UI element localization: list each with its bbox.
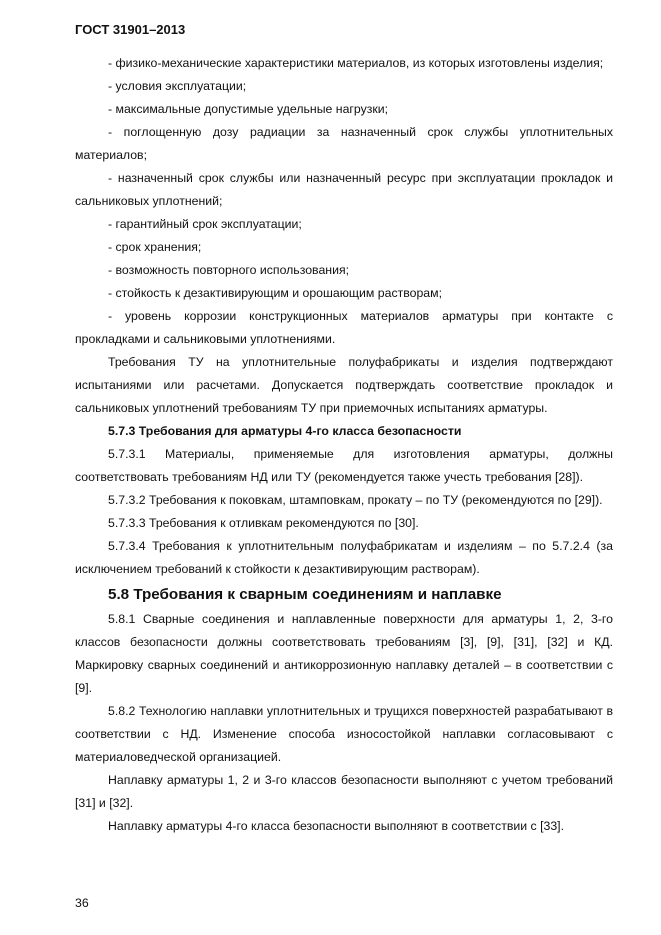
paragraph: 5.8.1 Сварные соединения и наплавленные поверхности для арматуры 1, 2, 3-го классов безопасности должны соответствовать требованиям [3], [9], [31], [32] и КД. Маркировку сварных соединений и антикоррозионную наплавку деталей – в соответствии с [9]. xyxy=(75,612,613,695)
list-item: - физико-механические характеристики материалов, из которых изготовлены изделия; xyxy=(108,56,604,70)
list-item: - гарантийный срок эксплуатации; xyxy=(108,217,302,231)
list-item: - максимальные допустимые удельные нагрузки; xyxy=(108,102,389,116)
paragraph: 5.7.3.2 Требования к поковкам, штамповкам, прокату – по ТУ (рекомендуются по [29]). xyxy=(108,493,603,507)
paragraph: Наплавку арматуры 1, 2 и 3-го классов безопасности выполняют с учетом требований [31] и [32]. xyxy=(75,773,613,810)
section-title: 5.8 Требования к сварным соединениям и наплавке xyxy=(108,586,502,603)
section-heading: 5.7.3 Требования для арматуры 4-го класса безопасности xyxy=(108,424,462,438)
list-item: - условия эксплуатации; xyxy=(108,79,247,93)
paragraph: Наплавку арматуры 4-го класса безопасности выполняют в соответствии с [33]. xyxy=(108,819,565,833)
page-number: 36 xyxy=(75,896,89,910)
document-body xyxy=(75,52,613,838)
paragraph: Требования ТУ на уплотнительные полуфабрикаты и изделия подтверждают испытаниями или расчетами. Допускается подтверждать соответствие прокладок и сальниковых уплотнений требованиям ТУ при приемочных испытаниях арматуры. xyxy=(75,355,613,415)
list-item: - стойкость к дезактивирующим и орошающим растворам; xyxy=(108,286,443,300)
paragraph: 5.7.3.1 Материалы, применяемые для изготовления арматуры, должны соответствовать требованиям НД или ТУ (рекомендуется также учесть требования [28]). xyxy=(75,447,613,484)
list-item: - назначенный срок службы или назначенный ресурс при эксплуатации прокладок и сальниковых уплотнений; xyxy=(75,171,613,208)
list-item: - возможность повторного использования; xyxy=(108,263,350,277)
paragraph: 5.8.2 Технологию наплавки уплотнительных и трущихся поверхностей разрабатывают в соответствии с НД. Изменение способа износостойкой наплавки согласовывают с материаловедческой организацией. xyxy=(75,704,613,764)
list-item: - поглощенную дозу радиации за назначенный срок службы уплотнительных материалов; xyxy=(75,125,613,162)
paragraph: 5.7.3.3 Требования к отливкам рекомендуются по [30]. xyxy=(108,516,419,530)
list-item: - срок хранения; xyxy=(108,240,202,254)
document-header: ГОСТ 31901–2013 xyxy=(75,22,186,37)
list-item: - уровень коррозии конструкционных материалов арматуры при контакте с прокладками и сальниковыми уплотнениями. xyxy=(75,309,613,346)
paragraph: 5.7.3.4 Требования к уплотнительным полуфабрикатам и изделиям – по 5.7.2.4 (за исключением требований к стойкости к дезактивирующим растворам). xyxy=(75,539,613,576)
